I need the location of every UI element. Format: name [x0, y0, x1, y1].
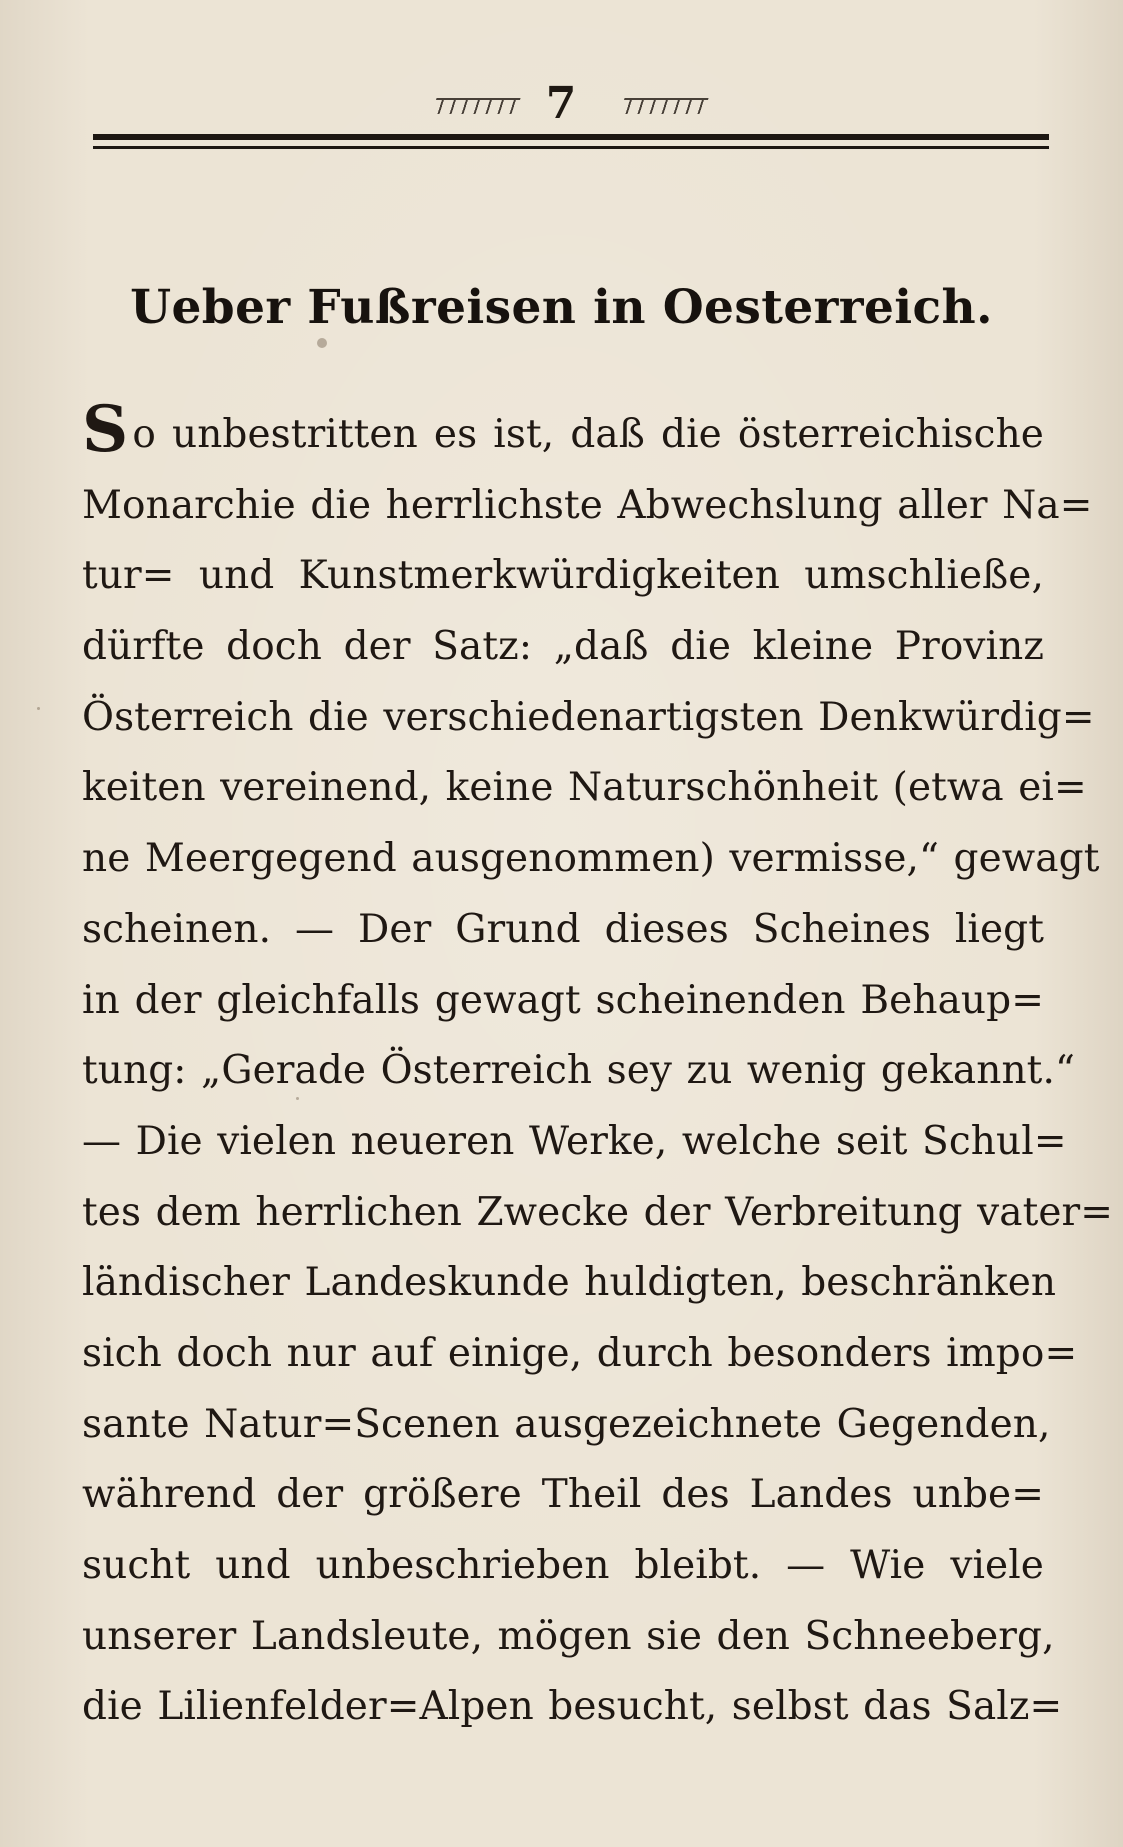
- text-line: tur= und Kunstmerkwürdigkeiten umschließe,: [82, 553, 1044, 599]
- dropcap: S: [82, 392, 129, 467]
- page-header: [0, 40, 1123, 129]
- text-line: unserer Landsleute, mögen sie den Schneeberg,: [82, 1613, 1055, 1659]
- header-rule-thick: [93, 134, 1049, 140]
- text-line: sich doch nur auf einige, durch besonders impo=: [82, 1330, 1078, 1376]
- left-header-ornament: [431, 98, 520, 114]
- text-line: sante Natur=Scenen ausgezeichnete Gegenden,: [82, 1401, 1051, 1447]
- text-line-content: o unbestritten es ist, daß die österreichische: [132, 412, 1044, 457]
- text-line: Österreich die verschiedenartigsten Denkwürdig=: [82, 694, 1095, 740]
- header-rule-thin: [93, 146, 1049, 149]
- body-text: [82, 392, 1114, 1743]
- right-header-ornament: [619, 98, 708, 114]
- text-line: tes dem herrlichen Zwecke der Verbreitung vater=: [82, 1189, 1114, 1235]
- text-line: tung: „Gerade Österreich sey zu wenig gekannt.“: [82, 1048, 1075, 1094]
- text-line: ne Meergegend ausgenommen) vermisse,“ gewagt: [82, 836, 1100, 882]
- text-line: scheinen. — Der Grund dieses Scheines liegt: [82, 906, 1044, 952]
- text-line: keiten vereinend, keine Naturschönheit (etwa ei=: [82, 765, 1087, 811]
- paper-speck: [37, 707, 40, 710]
- text-line: die Lilienfelder=Alpen besucht, selbst das Salz=: [82, 1684, 1063, 1730]
- text-line: Monarchie die herrlichste Abwechslung aller Na=: [82, 482, 1093, 528]
- paper-speck: [317, 338, 327, 348]
- section-title: Ueber Fußreisen in Oesterreich.: [130, 280, 993, 335]
- text-line: ländischer Landeskunde huldigten, beschränken: [82, 1260, 1057, 1306]
- text-line: sucht und unbeschrieben bleibt. — Wie viele: [82, 1543, 1044, 1588]
- text-line: [82, 392, 1044, 471]
- text-line: dürfte doch der Satz: „daß die kleine Provinz: [82, 624, 1044, 670]
- text-line: während der größere Theil des Landes unbe=: [82, 1472, 1044, 1518]
- paper-speck: [296, 1097, 299, 1100]
- text-line: in der gleichfalls gewagt scheinenden Behaup=: [82, 977, 1044, 1023]
- page-number: 7: [545, 78, 577, 129]
- text-line: — Die vielen neueren Werke, welche seit Schul=: [82, 1118, 1067, 1164]
